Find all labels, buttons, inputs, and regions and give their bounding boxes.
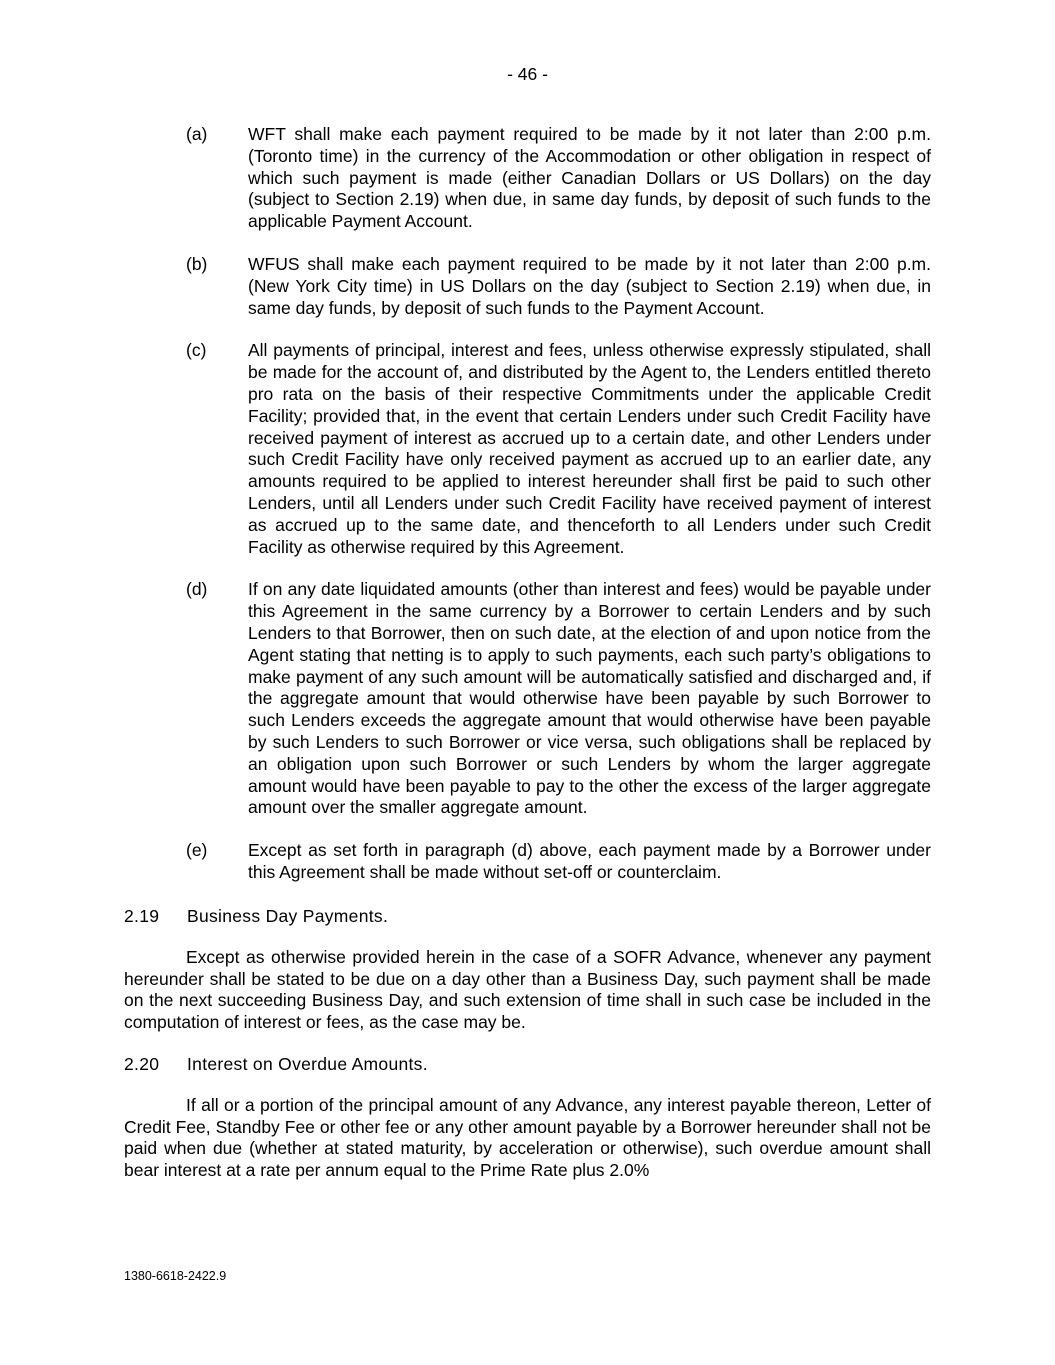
- list-item-a: [124, 124, 931, 233]
- document-body: [124, 124, 931, 1201]
- list-item-label: (a): [186, 124, 208, 144]
- section-number: 2.19: [124, 905, 160, 926]
- list-item-label: (e): [186, 840, 208, 861]
- list-item-d: [124, 579, 931, 819]
- list-item-label: (c): [186, 340, 207, 361]
- list-item-text: All payments of principal, interest and fees, unless otherwise expressly stipulated, shall be made for the account of, and distributed by the Agent to, the Lenders entitled thereto pro rata on the basis of their respective Commitments under the applicable Credit Facility; provided that, in the event that certain Lenders under such Credit Facility have received payment of interest as accrued up to a certain date, and other Lenders under such Credit Facility have only received payment as accrued up to an earlier date, any amounts required to be applied to interest hereunder shall first be paid to such other Lenders, until all Lenders under such Credit Facility have received payment of interest as accrued up to the same date, and thenceforth to all Lenders under such Credit Facility as otherwise required by this Agreement.: [248, 340, 931, 557]
- section-heading-2-19: [124, 905, 931, 927]
- section-title: Business Day Payments.: [187, 905, 389, 926]
- list-item-text: If on any date liquidated amounts (other than interest and fees) would be payable under this Agreement in the same currency by a Borrower to certain Lenders and by such Lenders to that Borrower, then on such date, at the election of and upon notice from the Agent stating that netting is to apply to such payments, each such party’s obligations to make payment of any such amount will be automatically satisfied and discharged and, if the aggregate amount that would otherwise have been payable by such Borrower to such Lenders exceeds the aggregate amount that would otherwise have been payable by such Lenders to such Borrower or vice versa, such obligations shall be replaced by an obligation upon such Borrower or such Lenders by whom the larger aggregate amount would have been payable to pay to the other the excess of the larger aggregate amount over the smaller aggregate amount.: [248, 579, 931, 818]
- document-id: 1380-6618-2422.9: [124, 1269, 227, 1283]
- list-item-label: (b): [186, 253, 208, 274]
- section-title: Interest on Overdue Amounts.: [187, 1053, 428, 1074]
- list-item-text: WFUS shall make each payment required to be made by it not later than 2:00 p.m. (New York City time) in US Dollars on the day (subject to Section 2.19) when due, in same day funds, by deposit of such funds to the Payment Account.: [248, 253, 931, 318]
- list-item-c: [124, 340, 931, 558]
- list-item-text: WFT shall make each payment required to be made by it not later than 2:00 p.m. (Toronto time) in the currency of the Accommodation or other obligation in respect of which such payment is made (either Canadian Dollars or US Dollars) on the day (subject to Section 2.19) when due, in same day funds, by deposit of such funds to the applicable Payment Account.: [248, 124, 931, 232]
- list-item-text: Except as set forth in paragraph (d) above, each payment made by a Borrower under this Agreement shall be made without set-off or counterclaim.: [248, 840, 931, 882]
- section-number: 2.20: [124, 1053, 160, 1074]
- section-paragraph: If all or a portion of the principal amount of any Advance, any interest payable thereon, Letter of Credit Fee, Standby Fee or other fee or any other amount payable by a Borrower hereunder shall not be paid when due (whether at stated maturity, by acceleration or otherwise), such overdue amount shall bear interest at a rate per annum equal to the Prime Rate plus 2.0%: [124, 1094, 931, 1181]
- list-item-label: (d): [186, 579, 208, 600]
- list-item-e: [124, 840, 931, 884]
- list-item-b: [124, 254, 931, 319]
- section-paragraph: Except as otherwise provided herein in the case of a SOFR Advance, whenever any payment hereunder shall be stated to be due on a day other than a Business Day, such payment shall be made on the next succeeding Business Day, and such extension of time shall in such case be included in the computation of interest or fees, as the case may be.: [124, 946, 931, 1033]
- section-heading-2-20: [124, 1053, 931, 1075]
- page-number: - 46 -: [507, 64, 548, 84]
